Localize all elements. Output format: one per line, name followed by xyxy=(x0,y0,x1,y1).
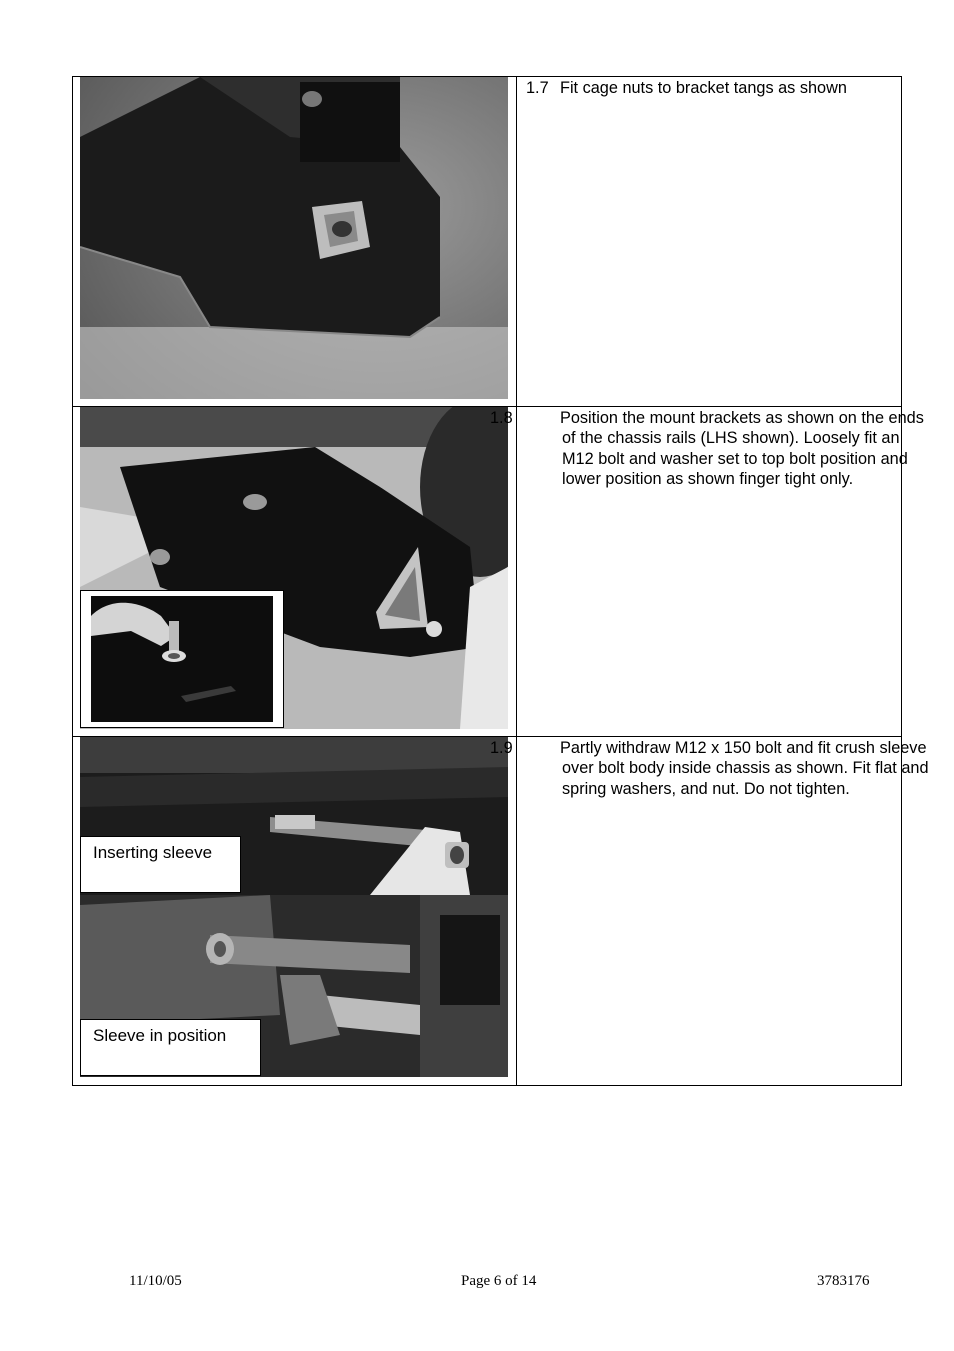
step-text xyxy=(526,78,898,98)
step-row-1-8 xyxy=(73,407,924,737)
hand-inserting-bolt-inset xyxy=(80,590,284,728)
step-number: 1.8 xyxy=(490,409,513,427)
step-instruction: Partly withdraw M12 x 150 bolt and fit crush sleeve over bolt body inside chassis as shown. Fit flat and spring washers, and nut. Do not tighten. xyxy=(560,739,929,798)
step-text xyxy=(490,408,934,489)
column-divider xyxy=(516,407,517,736)
step-row-1-7 xyxy=(73,77,901,407)
footer-page-number: Page 6 of 14 xyxy=(461,1273,537,1289)
step-number: 1.9 xyxy=(490,739,513,757)
cage-nut-photo xyxy=(80,77,508,399)
step-number: 1.7 xyxy=(526,79,549,97)
footer-document-number: 3783176 xyxy=(817,1273,870,1289)
sleeve-in-position-caption: Sleeve in position xyxy=(80,1019,261,1076)
instruction-table xyxy=(72,76,929,1086)
step-text xyxy=(490,738,934,799)
column-divider xyxy=(516,77,517,406)
inserting-sleeve-caption: Inserting sleeve xyxy=(80,836,241,893)
footer-date: 11/10/05 xyxy=(129,1273,182,1289)
step-row-1-9 xyxy=(73,737,929,1085)
step-instruction: Position the mount brackets as shown on the ends of the chassis rails (LHS shown). Loosely fit an M12 bolt and washer set to top bolt position and lower position as shown finger tight only. xyxy=(560,409,924,488)
column-divider xyxy=(516,737,517,1085)
step-instruction: Fit cage nuts to bracket tangs as shown xyxy=(560,79,847,97)
